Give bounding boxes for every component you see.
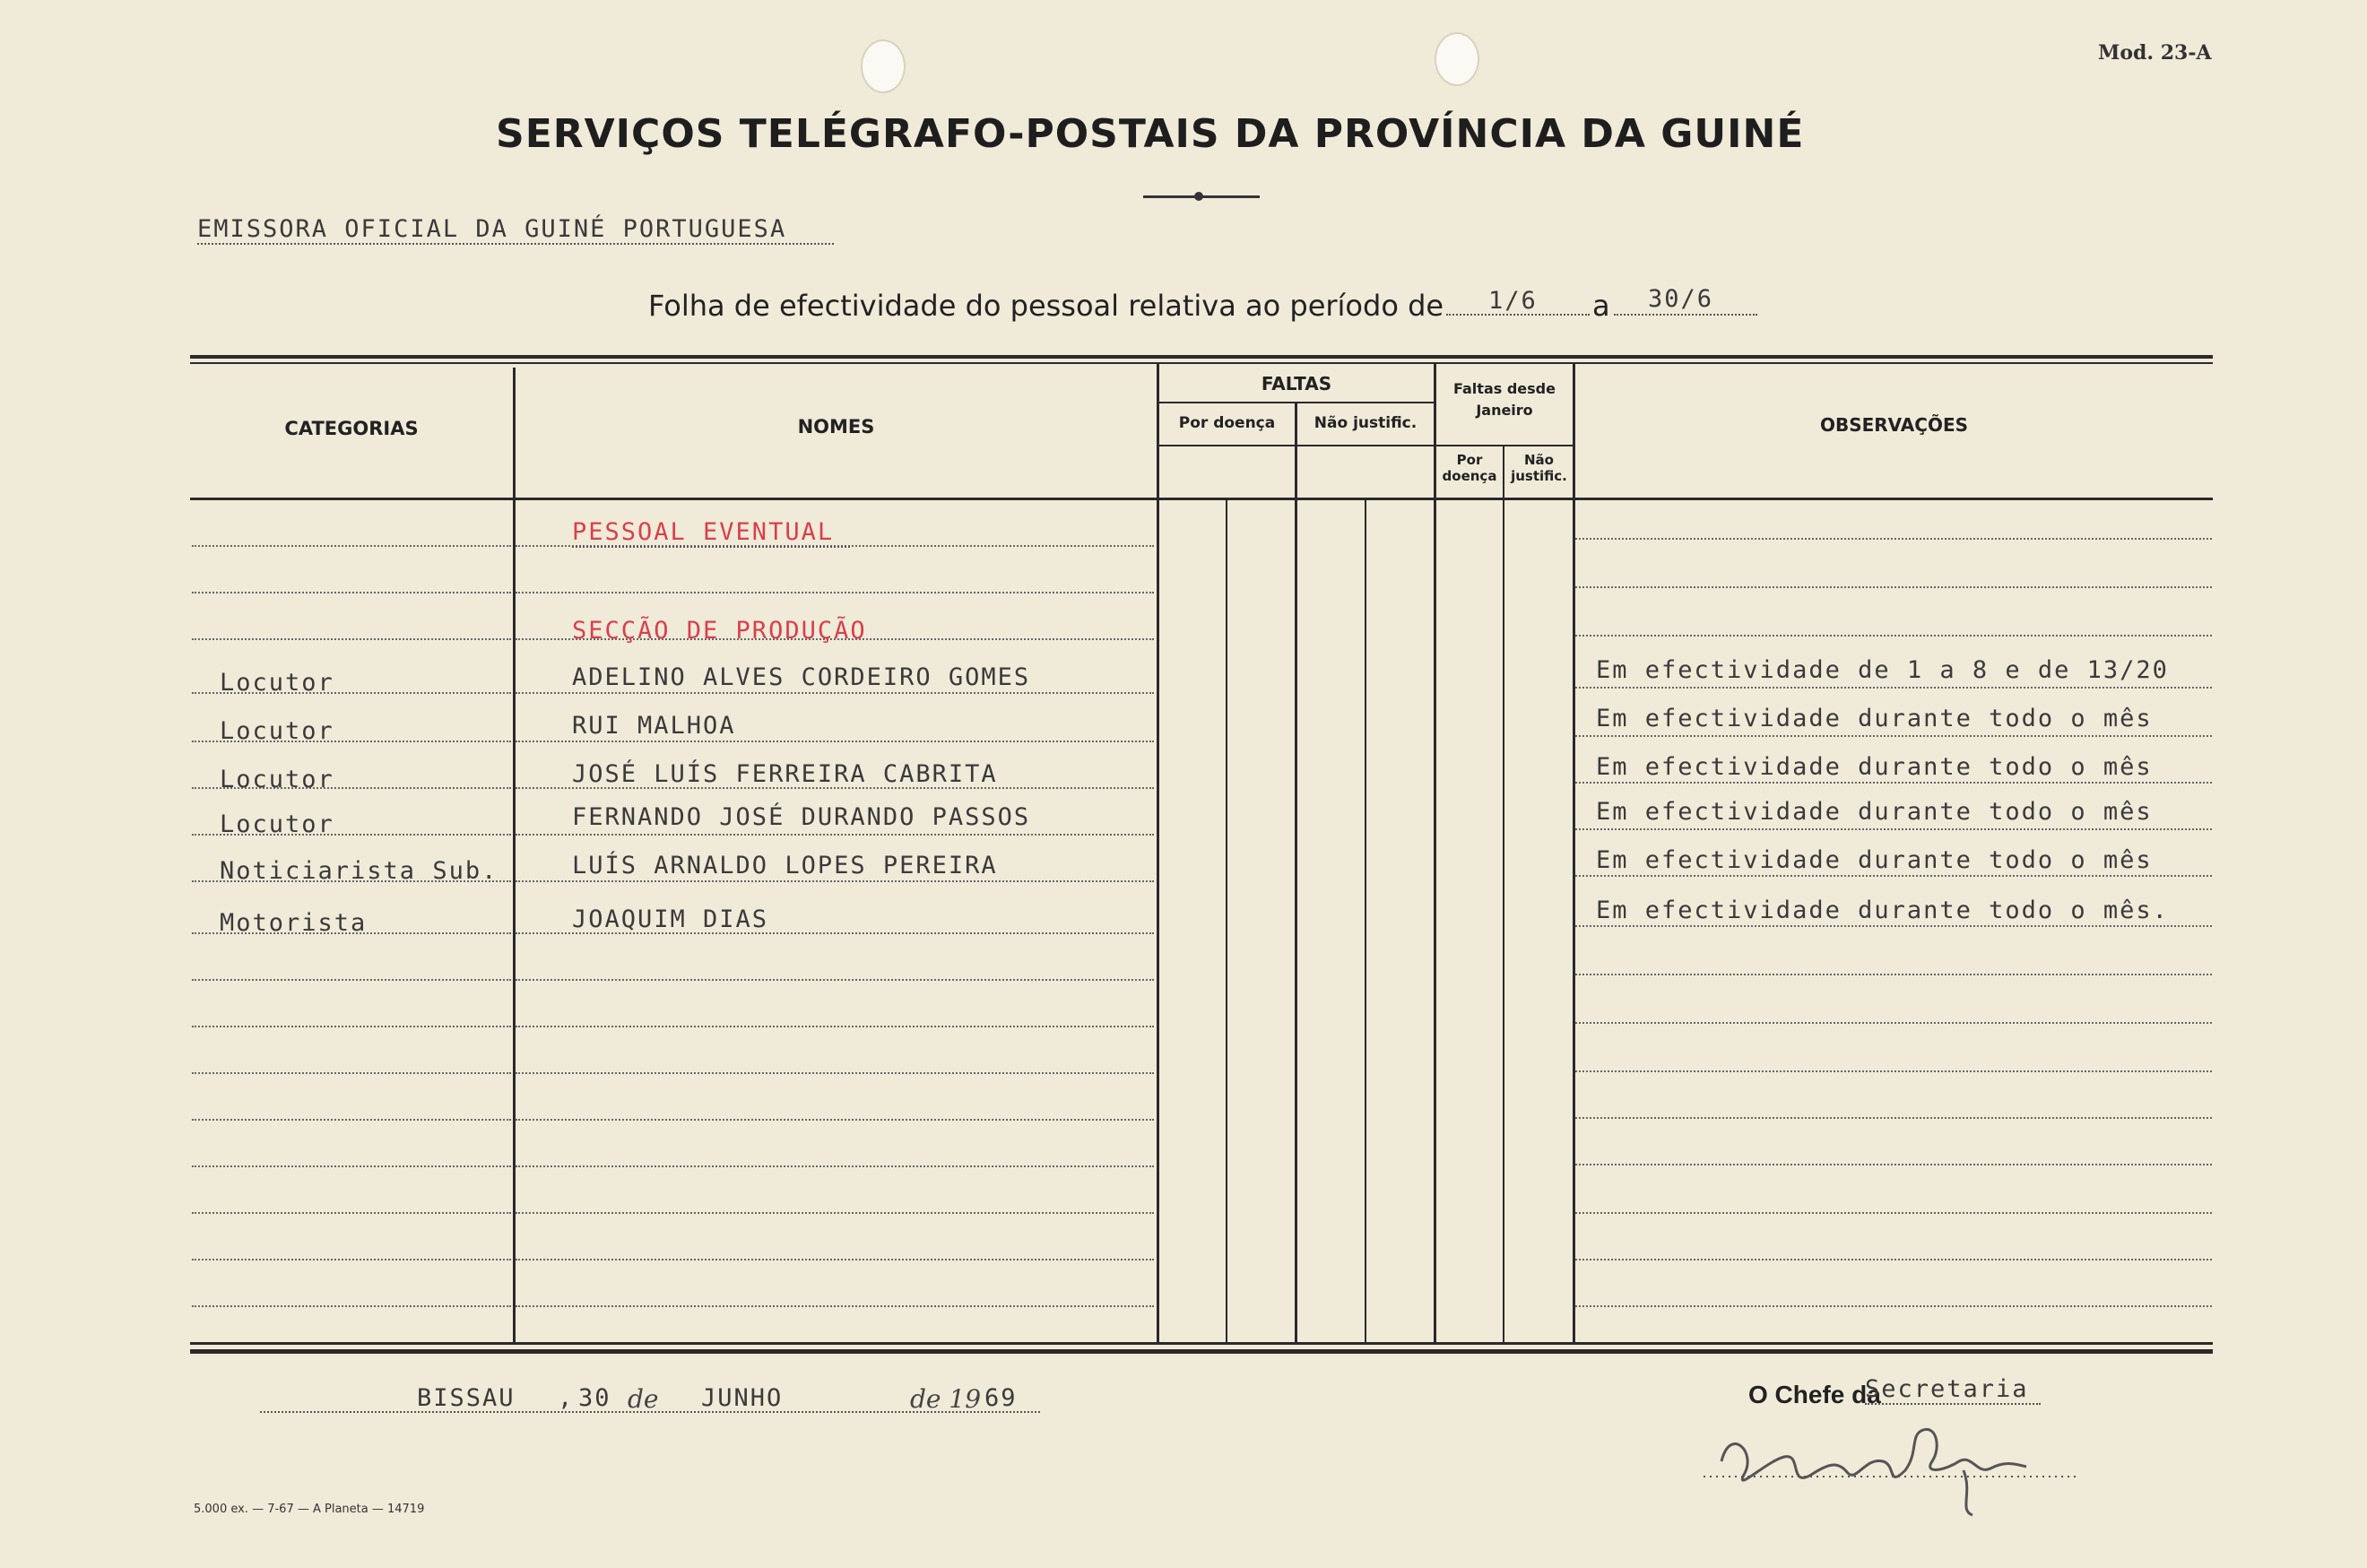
row-guide-observacoes — [1575, 538, 2212, 540]
row-guide-nomes — [516, 1072, 1154, 1074]
period-separator: a — [1592, 289, 1610, 323]
header-bottom-rule — [190, 498, 2213, 500]
row-guide-observacoes — [1575, 828, 2212, 830]
row-guide-nomes — [516, 1212, 1154, 1214]
header-por-doenca: Por doença — [1178, 414, 1276, 432]
row-guide-categorias — [192, 1212, 511, 1214]
header-faltas-desde: Faltas desde — [1453, 380, 1556, 397]
form-title: SERVIÇOS TELÉGRAFO-POSTAIS DA PROVÍNCIA DA GUINÉ — [496, 111, 1805, 157]
row-guide-observacoes — [1575, 735, 2212, 737]
header-nao-justific: Não justific. — [1314, 414, 1418, 432]
header-janeiro: Janeiro — [1476, 402, 1533, 419]
row-guide-observacoes — [1575, 1212, 2212, 1214]
signoff-de-19: de 19 — [910, 1384, 982, 1414]
row-guide-nomes — [516, 979, 1154, 981]
row-5-categoria: Noticiarista Sub. — [220, 857, 499, 885]
header-jan-nao: Não — [1524, 452, 1554, 468]
signoff-comma: , — [558, 1384, 575, 1412]
punch-hole-right — [1435, 32, 1479, 86]
signature — [1704, 1408, 2080, 1524]
section-pessoal-eventual: PESSOAL EVENTUAL — [572, 518, 850, 548]
faltas-group-rule — [1158, 402, 1435, 403]
row-guide-categorias — [192, 979, 511, 981]
header-categorias: CATEGORIAS — [284, 418, 419, 439]
row-guide-observacoes — [1575, 1259, 2212, 1260]
subcol-janeiro — [1503, 445, 1504, 1345]
row-6-categoria: Motorista — [220, 909, 368, 937]
printer-line: 5.000 ex. — 7-67 — A Planeta — 14719 — [194, 1503, 425, 1516]
janeiro-subheader-rule — [1435, 445, 1574, 446]
table-top-rule-2 — [190, 362, 2213, 364]
period-to: 30/6 — [1648, 285, 1714, 313]
row-4-categoria: Locutor — [220, 810, 334, 838]
header-nomes: NOMES — [797, 416, 875, 437]
row-guide-observacoes — [1575, 925, 2212, 927]
header-faltas: FALTAS — [1261, 373, 1332, 394]
col-divider-categorias — [513, 368, 516, 1345]
row-guide-nomes — [516, 834, 1154, 836]
row-5-nome: LUÍS ARNALDO LOPES PEREIRA — [572, 852, 998, 879]
row-3-categoria: Locutor — [220, 766, 334, 793]
row-guide-observacoes — [1575, 635, 2212, 637]
table-bottom-rule-1 — [190, 1342, 2213, 1345]
signoff-de-1: de — [628, 1384, 659, 1414]
section-seccao-producao: SECÇÃO DE PRODUÇÃO — [572, 617, 867, 645]
row-guide-nomes — [516, 880, 1154, 882]
row-guide-observacoes — [1575, 1022, 2212, 1024]
header-observacoes: OBSERVAÇÕES — [1819, 414, 1969, 436]
row-guide-categorias — [192, 1305, 511, 1307]
row-2-nome: RUI MALHOA — [572, 712, 736, 740]
row-guide-observacoes — [1575, 1164, 2212, 1165]
signoff-place: BISSAU — [417, 1384, 516, 1412]
row-3-nome: JOSÉ LUÍS FERREIRA CABRITA — [572, 760, 998, 788]
row-guide-categorias — [192, 1119, 511, 1121]
form-model-number: Mod. 23-A — [2098, 41, 2212, 65]
table-top-rule-1 — [190, 355, 2213, 359]
row-guide-observacoes — [1575, 586, 2212, 588]
col-divider-faltas — [1434, 364, 1436, 1345]
row-4-obs: Em efectividade durante todo o mês — [1596, 798, 2153, 826]
subcol-faltas-1 — [1226, 498, 1227, 1345]
period-from: 1/6 — [1488, 287, 1538, 315]
row-guide-observacoes — [1575, 687, 2212, 689]
period-label: Folha de efectividade do pessoal relativa ao período de — [648, 289, 1444, 323]
row-guide-observacoes — [1575, 875, 2212, 877]
row-6-nome: JOAQUIM DIAS — [572, 905, 769, 933]
row-guide-categorias — [192, 1259, 511, 1260]
col-divider-janeiro — [1573, 364, 1575, 1345]
row-1-obs: Em efectividade de 1 a 8 e de 13/20 — [1596, 656, 2169, 684]
title-ornament-dot — [1194, 192, 1203, 201]
table-bottom-rule-2 — [190, 1349, 2213, 1354]
row-guide-nomes — [516, 1119, 1154, 1121]
row-guide-observacoes — [1575, 974, 2212, 975]
row-guide-categorias — [192, 1026, 511, 1027]
row-guide-categorias — [192, 638, 511, 640]
row-guide-nomes — [516, 1305, 1154, 1307]
row-guide-categorias — [192, 1072, 511, 1074]
signoff-year: 69 — [984, 1384, 1018, 1412]
row-guide-nomes — [516, 692, 1154, 694]
row-guide-nomes — [516, 1026, 1154, 1027]
faltas-subheader-rule — [1158, 445, 1436, 446]
row-guide-nomes — [516, 741, 1154, 742]
row-1-nome: ADELINO ALVES CORDEIRO GOMES — [572, 663, 1031, 691]
period-to-line — [1614, 314, 1757, 316]
row-guide-observacoes — [1575, 1117, 2212, 1119]
row-guide-categorias — [192, 545, 511, 547]
row-guide-observacoes — [1575, 782, 2212, 784]
chefe-department: Secretaria — [1865, 1375, 2041, 1405]
row-4-nome: FERNANDO JOSÉ DURANDO PASSOS — [572, 803, 1031, 831]
row-1-categoria: Locutor — [220, 669, 334, 697]
signoff-day: 30 — [578, 1384, 611, 1412]
chefe-label: O Chefe da — [1748, 1381, 1881, 1408]
row-guide-nomes — [516, 592, 1154, 593]
header-jan-justific: justific. — [1511, 468, 1567, 484]
row-guide-observacoes — [1575, 1305, 2212, 1307]
header-jan-doenca: doença — [1442, 468, 1497, 484]
station-name: EMISSORA OFICIAL DA GUINÉ PORTUGUESA — [197, 215, 834, 245]
row-guide-nomes — [516, 1165, 1154, 1167]
row-guide-observacoes — [1575, 1070, 2212, 1072]
row-3-obs: Em efectividade durante todo o mês — [1596, 753, 2153, 781]
row-2-obs: Em efectividade durante todo o mês — [1596, 705, 2153, 732]
row-guide-nomes — [516, 1259, 1154, 1260]
col-divider-nomes — [1157, 364, 1159, 1345]
row-guide-categorias — [192, 592, 511, 593]
header-jan-por: Por — [1456, 452, 1483, 468]
row-6-obs: Em efectividade durante todo o mês. — [1596, 897, 2169, 924]
signoff-month: JUNHO — [701, 1384, 784, 1412]
row-5-obs: Em efectividade durante todo o mês — [1596, 846, 2153, 874]
row-2-categoria: Locutor — [220, 717, 334, 745]
subcol-faltas-2 — [1365, 498, 1366, 1345]
col-divider-faltas-mid — [1295, 403, 1297, 1345]
row-guide-categorias — [192, 1165, 511, 1167]
punch-hole-left — [861, 39, 906, 93]
